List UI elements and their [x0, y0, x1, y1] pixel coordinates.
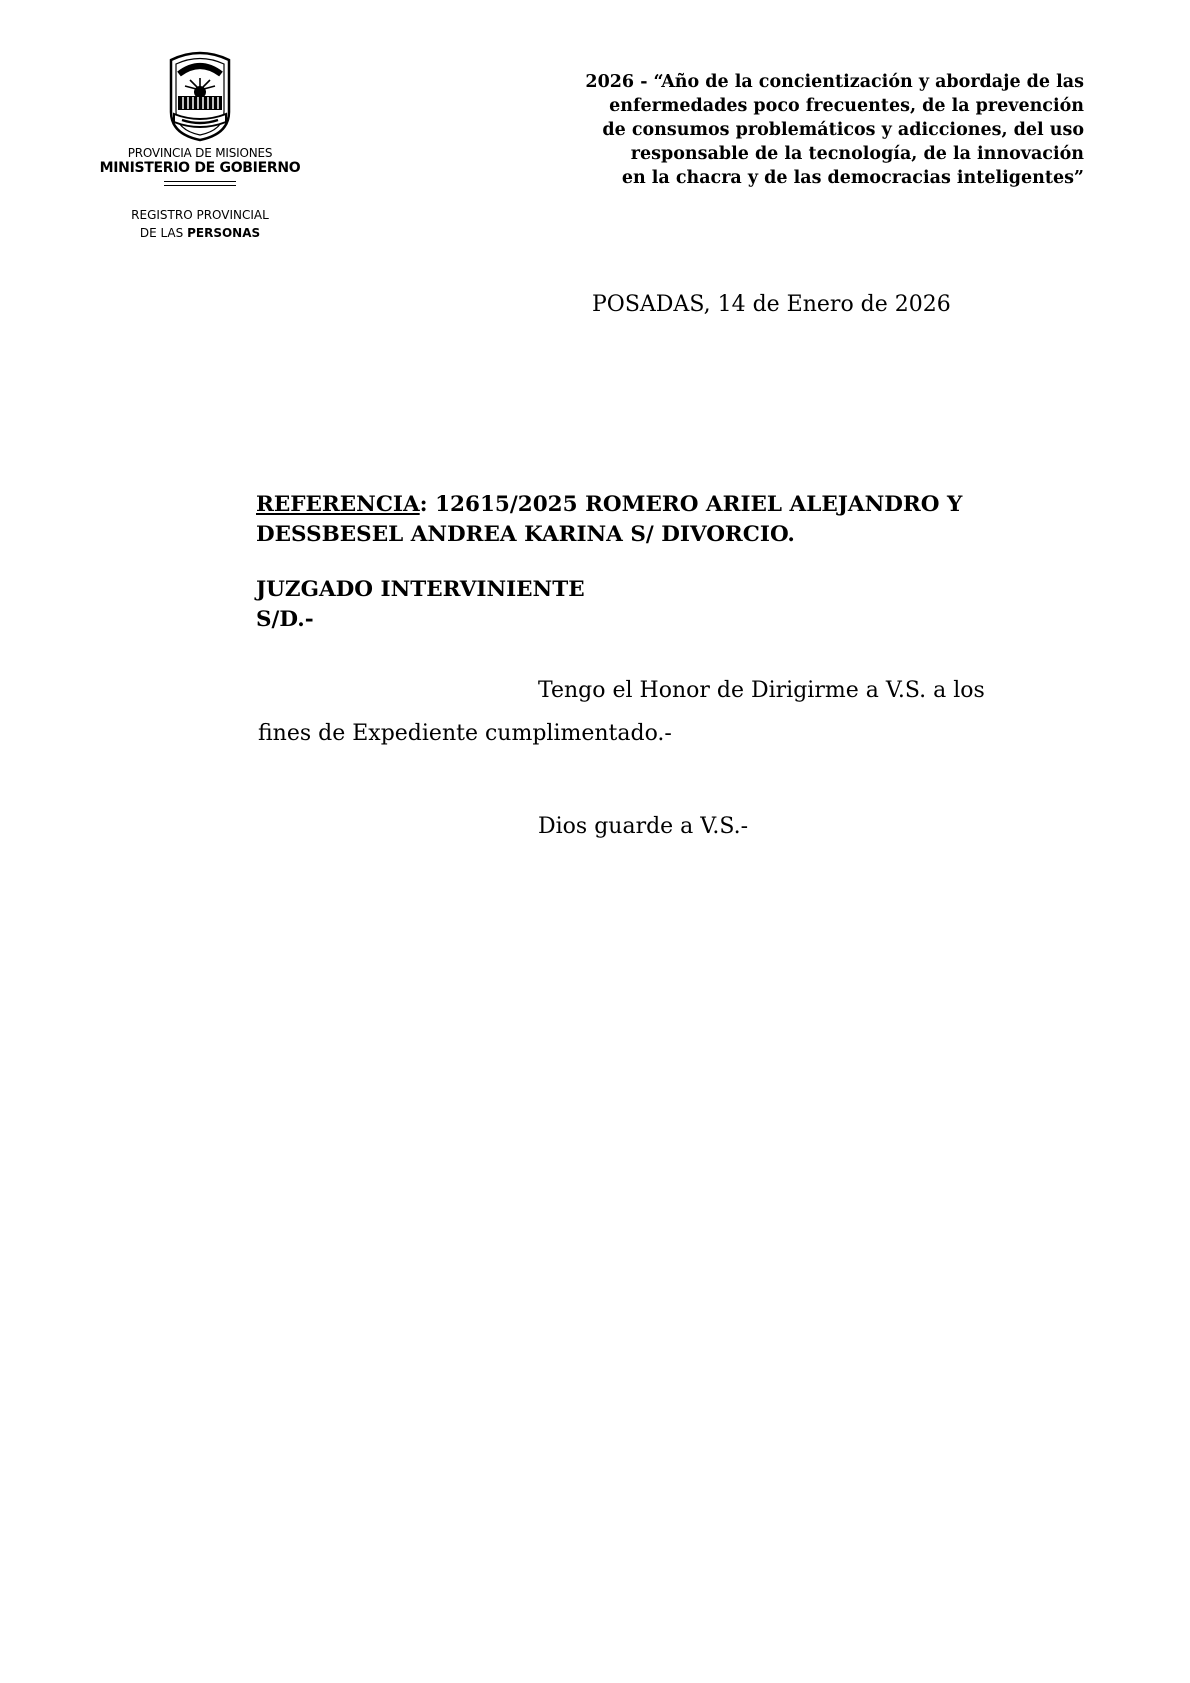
letterhead-logo-block [80, 50, 320, 242]
court-name: JUZGADO INTERVINIENTE [256, 577, 585, 602]
body-line-2: fines de Expediente cumplimentado.- [258, 721, 672, 746]
reference-case: : 12615/2025 ROMERO ARIEL ALEJANDRO Y [419, 492, 963, 517]
reference-line-1 [256, 490, 1016, 520]
court-salutation: S/D.- [256, 607, 314, 632]
motto-line-4: responsable de la tecnología, de la innovación [630, 144, 1084, 164]
reference-label: REFERENCIA [256, 492, 420, 517]
year-motto [444, 70, 1084, 190]
body-line-1: Tengo el Honor de Dirigirme a V.S. a los [538, 678, 985, 703]
date-line: POSADAS, 14 de Enero de 2026 [592, 292, 951, 317]
registry-line-2 [80, 224, 320, 242]
reference-line-2: DESSBESEL ANDREA KARINA S/ DIVORCIO. [256, 522, 795, 547]
reference-block [256, 490, 1016, 550]
registry-line-2-prefix: DE LAS [139, 226, 184, 240]
ministry-name: MINISTERIO DE GOBIERNO [99, 160, 301, 176]
provincial-seal-icon [157, 50, 243, 142]
ministry-divider [164, 181, 236, 186]
court-block [256, 575, 585, 635]
registry-line-1: REGISTRO PROVINCIAL [131, 208, 269, 222]
closing-line: Dios guarde a V.S.- [538, 814, 749, 839]
motto-line-1: 2026 - “Año de la concientización y abordaje de las [585, 72, 1084, 92]
motto-line-2: enfermedades poco frecuentes, de la prevención [609, 96, 1084, 116]
registry-line-2-bold: PERSONAS [187, 226, 261, 240]
province-name: PROVINCIA DE MISIONES [127, 146, 273, 160]
motto-line-5: en la chacra y de las democracias inteligentes” [621, 168, 1084, 188]
motto-line-3: de consumos problemáticos y adicciones, del uso [602, 120, 1084, 140]
registry-name [80, 206, 320, 242]
